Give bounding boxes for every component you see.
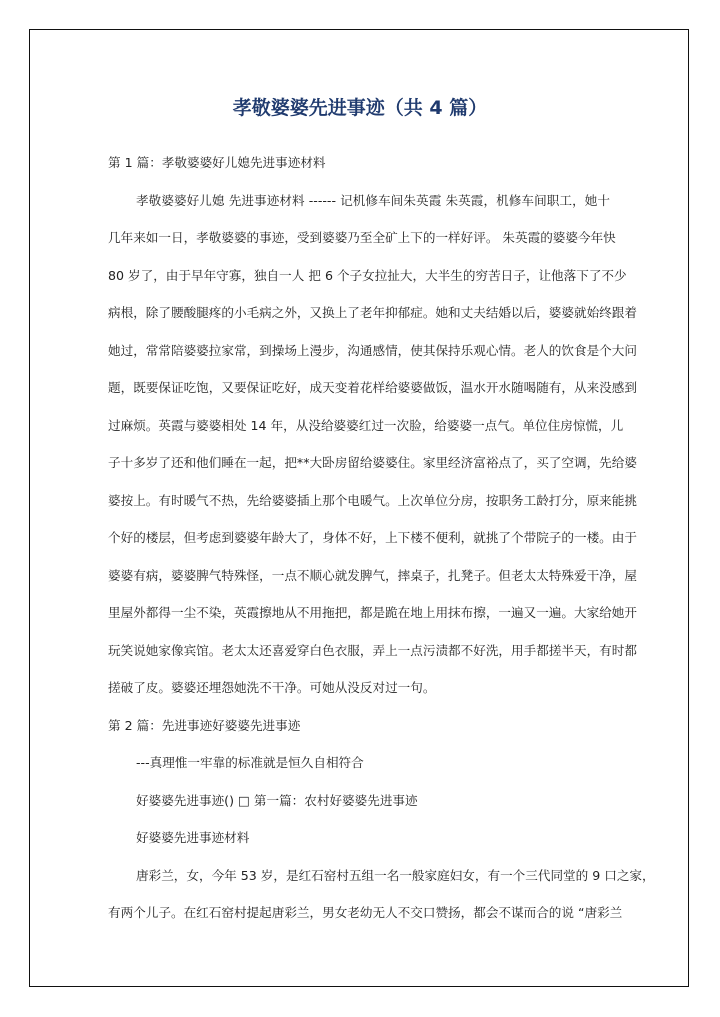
document-body	[108, 144, 655, 932]
text-line: 子十多岁了还和他们睡在一起，把**大卧房留给婆婆住。家里经济富裕点了，买了空调，先给婆	[108, 455, 637, 470]
section-2-motto: ---真理惟一牢靠的标准就是恒久自相符合	[136, 755, 364, 770]
text-line: 婆按上。有时暖气不热，先给婆婆插上那个电暖气。上次单位分房，按职务工龄打分，原来能挑	[108, 492, 637, 508]
text-line: 她过，常常陪婆婆拉家常，到操场上漫步，沟通感情，使其保持乐观心情。老人的饮食是个大问	[108, 342, 637, 358]
text-line: 题，既要保证吃饱，又要保证吃好，成天变着花样给婆婆做饭，温水开水随喝随有，从来没感到	[108, 380, 637, 395]
section-2-paragraph	[108, 857, 655, 932]
text-line: 80 岁了，由于早年守寡，独自一人 把 6 个子女拉扯大，大半生的穷苦日子，让他落下了不少	[108, 267, 627, 283]
text-line: 玩笑说她家像宾馆。老太太还喜爱穿白色衣服，弄上一点污渍都不好洗，用手都搓半天，有时都	[108, 642, 637, 658]
text-line: 孝敬婆婆好儿媳 先进事迹材料 ------ 记机修车间朱英霞 朱英霞，机修车间职工，她十	[136, 192, 610, 208]
text-line: 过麻烦。英霞与婆婆相处 14 年，从没给婆婆红过一次脸，给婆婆一点气。单位住房惊慌，儿	[108, 417, 624, 433]
text-line: 婆婆有病，婆婆脾气特殊怪，一点不顺心就发脾气，摔桌子，扎凳子。但老太太特殊爱干净，屋	[108, 567, 637, 583]
text-line: 有两个儿子。在红石窑村提起唐彩兰，男女老幼无人不交口赞扬，都会不谋而合的说 “唐彩兰	[108, 905, 623, 920]
text-line: 几年来如一日，孝敬婆婆的事迹，受到婆婆乃至全矿上下的一样好评。 朱英霞的婆婆今年快	[108, 230, 616, 245]
section-2-heading: 第 2 篇：先进事迹好婆婆先进事迹	[108, 717, 301, 733]
document-title: 孝敬婆婆先进事迹（共 4 篇）	[232, 97, 488, 119]
text-line: 搓破了皮。婆婆还埋怨她洗不干净。可她从没反对过一句。	[108, 680, 436, 695]
section-1-paragraph	[108, 182, 637, 707]
text-line: 唐彩兰，女，今年 53 岁，是红石窑村五组一名一般家庭妇女，有一个三代同堂的 9 口之家，	[136, 867, 655, 883]
text-line: 个好的楼层，但考虑到婆婆年龄大了，身体不好，上下楼不便利，就挑了个带院子的一楼。由于	[108, 530, 637, 545]
text-line: 里屋外都得一尘不染，英霞擦地从不用拖把，都是跪在地上用抹布擦，一遍又一遍。大家给她开	[108, 605, 637, 620]
section-1-heading: 第 1 篇：孝敬婆婆好儿媳先进事迹材料	[108, 155, 326, 170]
section-2-subtitle: 好婆婆先进事迹() □ 第一篇：农村好婆婆先进事迹	[136, 792, 418, 808]
text-line: 病根，除了腰酸腿疼的小毛病之外，又换上了老年抑郁症。她和丈夫结婚以后，婆婆就始终跟着	[108, 305, 637, 320]
section-2-subtitle: 好婆婆先进事迹材料	[136, 830, 250, 845]
